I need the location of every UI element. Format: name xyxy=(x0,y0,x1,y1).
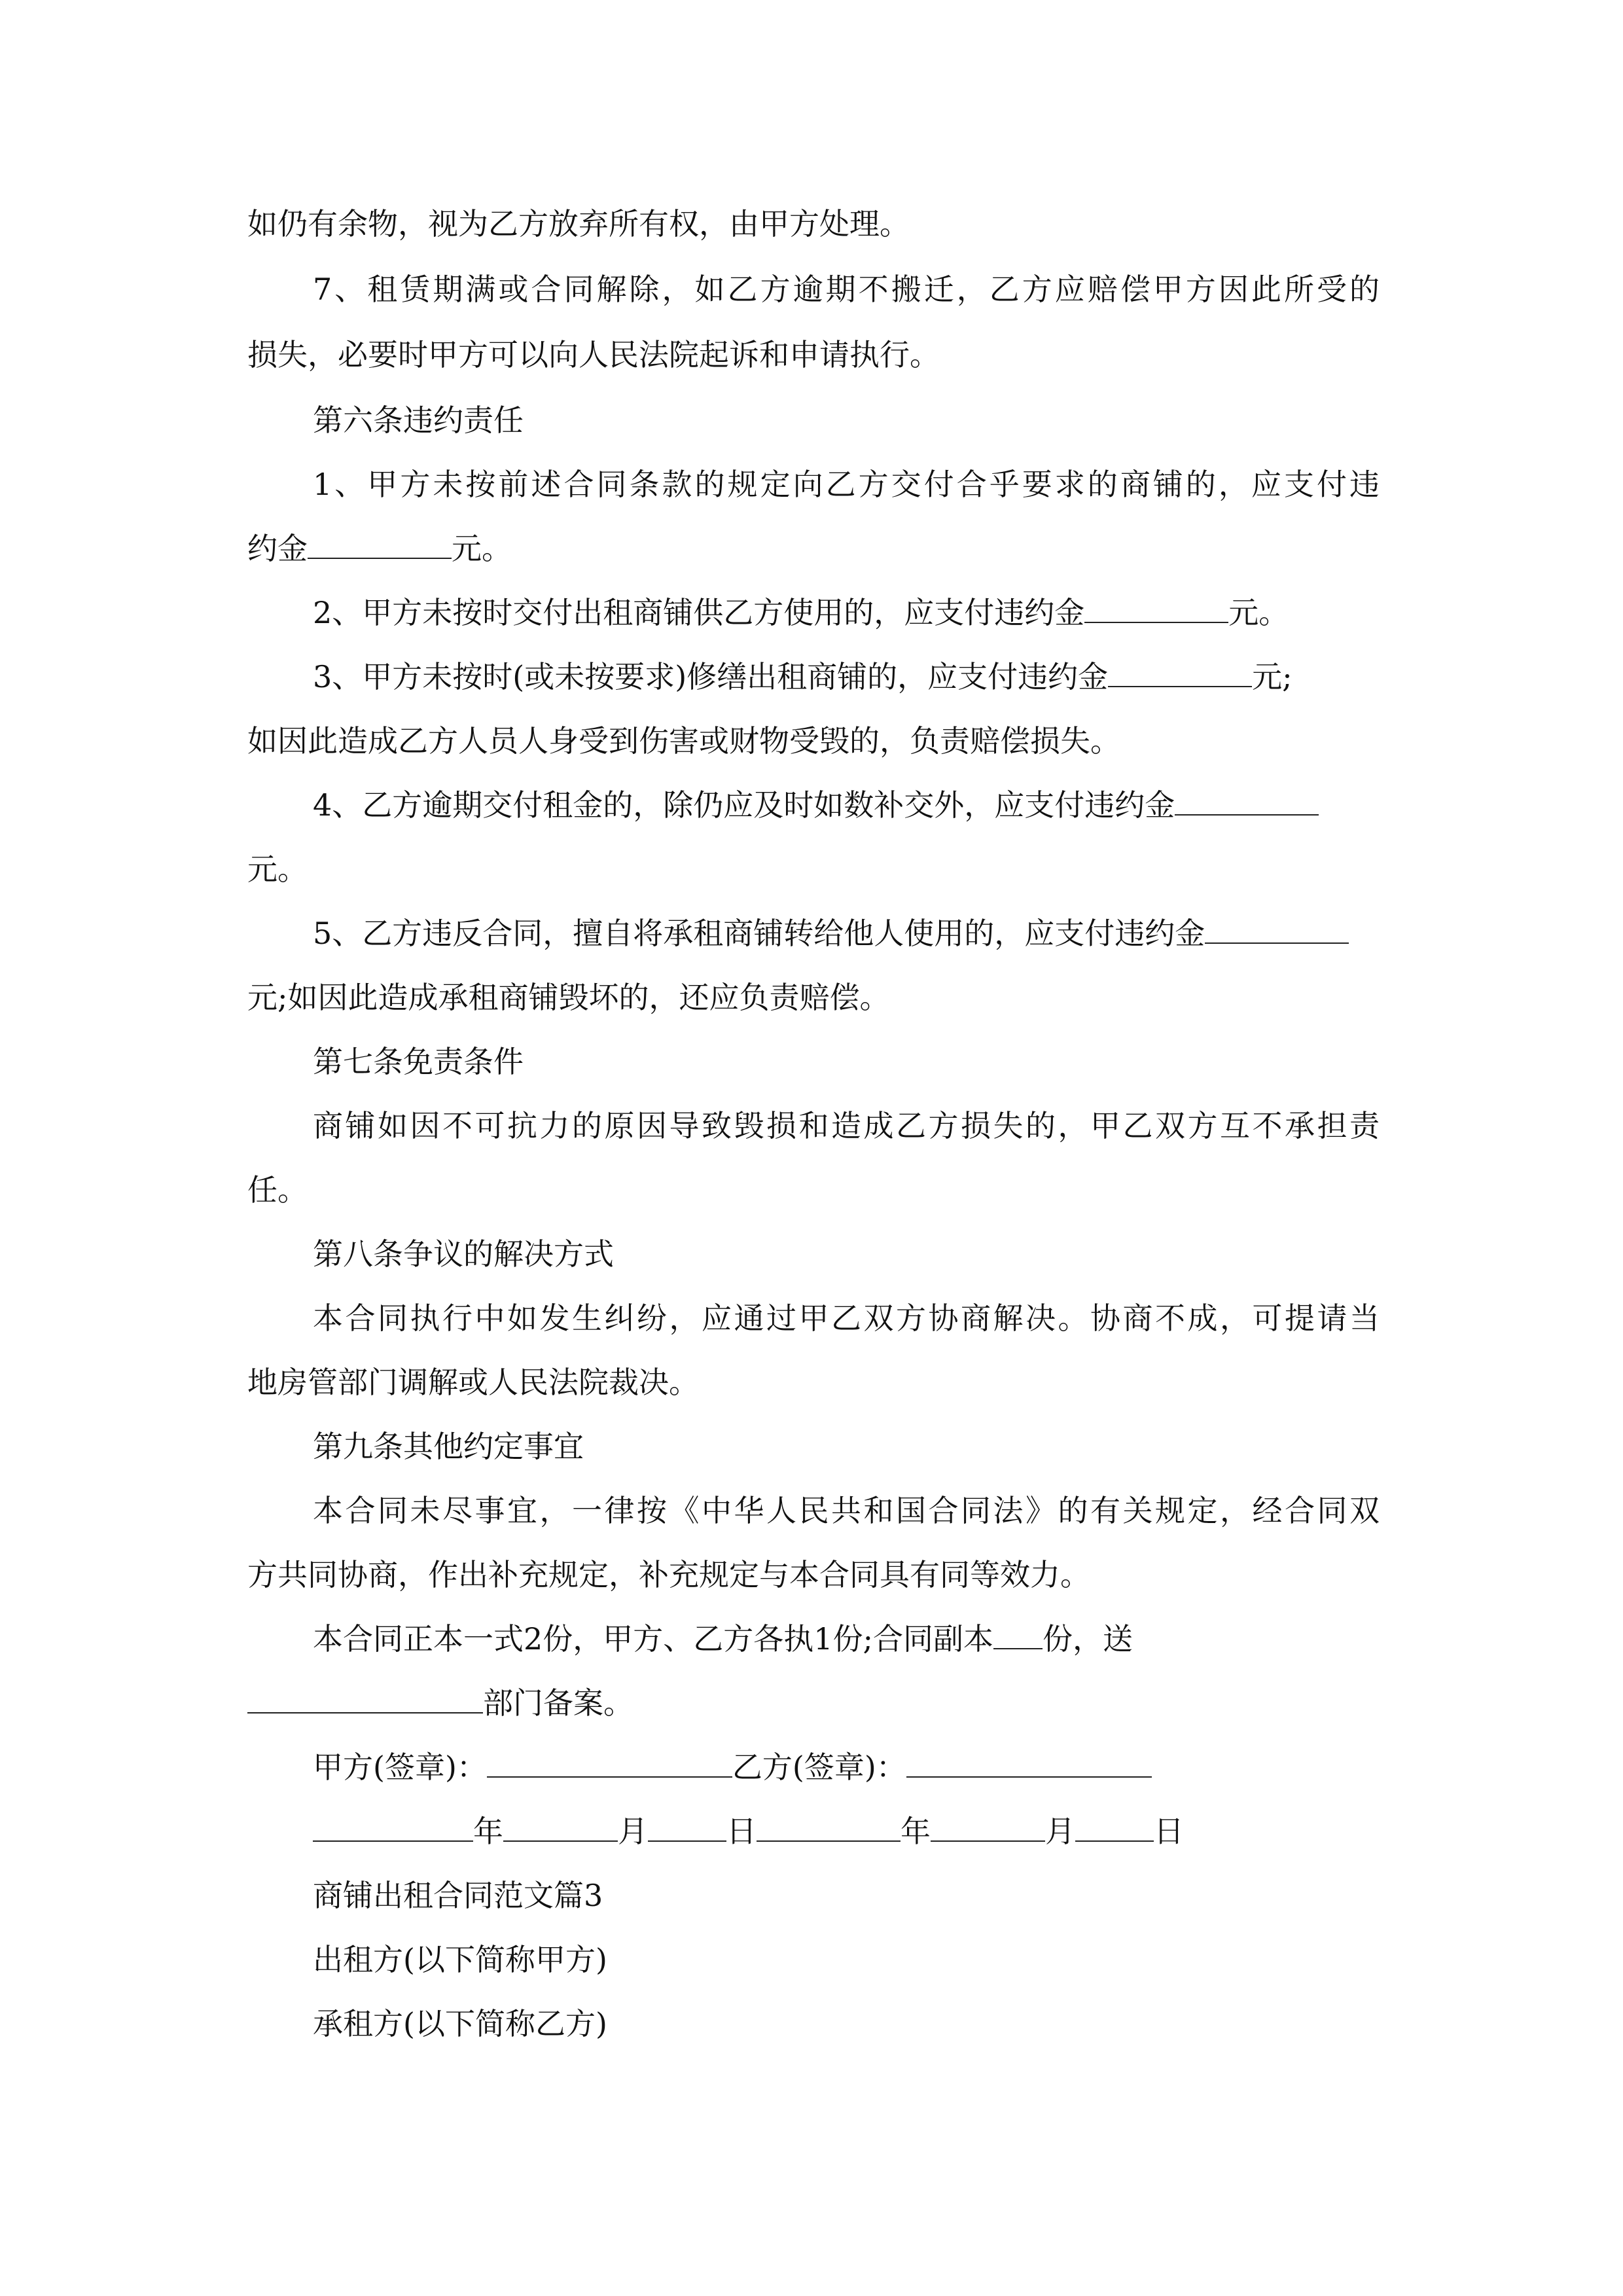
party-a-signature-field[interactable] xyxy=(487,1748,732,1778)
text: 元。 xyxy=(1228,595,1289,630)
year-field[interactable] xyxy=(757,1812,901,1842)
text-line xyxy=(247,848,1380,890)
text-line xyxy=(247,203,1380,245)
article-8-body xyxy=(313,1297,1380,1339)
day-field[interactable] xyxy=(648,1812,726,1842)
text: 部门备案。 xyxy=(483,1685,633,1721)
text: 2、甲方未按时交付出租商铺供乙方使用的，应支付违约金 xyxy=(313,595,1085,630)
month-field[interactable] xyxy=(931,1812,1045,1842)
text: 元。 xyxy=(247,852,308,887)
text-line xyxy=(247,1554,1380,1596)
text: 地房管部门调解或人民法院裁决。 xyxy=(247,1365,699,1400)
clause-6-3 xyxy=(313,656,1380,698)
lessor-line xyxy=(313,1939,1380,1981)
party-b-signature-field[interactable] xyxy=(906,1748,1152,1778)
text: 年 xyxy=(473,1814,503,1849)
heading: 第六条违约责任 xyxy=(313,403,524,438)
text: 承租方(以下简称乙方) xyxy=(313,2006,607,2041)
article-8-heading xyxy=(313,1233,1380,1275)
text: 1、甲方未按前述合同条款的规定向乙方交付合乎要求的商铺的，应支付违 xyxy=(313,467,1380,502)
text: 元;如因此造成承租商铺毁坏的，还应负责赔偿。 xyxy=(247,980,890,1015)
text-line xyxy=(247,334,1380,376)
text: 5、乙方违反合同，擅自将承租商铺转给他人使用的，应支付违约金 xyxy=(313,916,1205,951)
text: 份，送 xyxy=(1043,1621,1133,1657)
text: 如仍有余物，视为乙方放弃所有权，由甲方处理。 xyxy=(247,206,910,242)
clause-6-1 xyxy=(313,463,1380,505)
text: 日 xyxy=(1154,1814,1184,1849)
clause-6-5 xyxy=(313,912,1380,954)
article-7-heading xyxy=(313,1041,1380,1083)
article-7-body xyxy=(313,1105,1380,1147)
text: 任。 xyxy=(247,1172,308,1208)
text: 如因此造成乙方人员人身受到伤害或财物受毁的，负责赔偿损失。 xyxy=(247,723,1120,759)
blank-field[interactable] xyxy=(1205,914,1349,944)
blank-field[interactable] xyxy=(1108,657,1252,687)
signature-row xyxy=(313,1746,1380,1788)
text: 约金 xyxy=(247,531,308,566)
text: 本合同正本一式2份，甲方、乙方各执1份;合同副本 xyxy=(313,1621,994,1657)
blank-field[interactable] xyxy=(308,529,452,559)
blank-field[interactable] xyxy=(1084,593,1228,623)
text: 月 xyxy=(618,1814,648,1849)
text: 商铺如因不可抗力的原因导致毁损和造成乙方损失的，甲乙双方互不承担责 xyxy=(313,1108,1380,1143)
text: 本合同执行中如发生纠纷，应通过甲乙双方协商解决。协商不成，可提请当 xyxy=(313,1300,1380,1336)
text: 方共同协商，作出补充规定，补充规定与本合同具有同等效力。 xyxy=(247,1557,1090,1592)
heading: 第九条其他约定事宜 xyxy=(313,1429,584,1464)
text: 损失，必要时甲方可以向人民法院起诉和申请执行。 xyxy=(247,337,940,372)
party-b-signature-label: 乙方(签章)： xyxy=(732,1749,906,1785)
month-field[interactable] xyxy=(503,1812,618,1842)
text-line xyxy=(247,1682,1380,1724)
date-row xyxy=(313,1810,1380,1852)
section-title xyxy=(313,1874,1380,1916)
blank-field[interactable] xyxy=(247,1683,483,1713)
text: 7、租赁期满或合同解除，如乙方逾期不搬迁，乙方应赔偿甲方因此所受的 xyxy=(313,272,1380,307)
text: 元。 xyxy=(452,531,512,566)
day-field[interactable] xyxy=(1075,1812,1154,1842)
lessee-line xyxy=(313,2003,1380,2045)
heading: 商铺出租合同范文篇3 xyxy=(313,1878,603,1913)
clause-6-4 xyxy=(313,784,1380,826)
text: 出租方(以下简称甲方) xyxy=(313,1942,607,1977)
text: 元; xyxy=(1252,659,1293,694)
clause-6-2 xyxy=(313,592,1380,634)
party-a-signature-label: 甲方(签章)： xyxy=(313,1749,487,1785)
heading: 第七条免责条件 xyxy=(313,1044,524,1079)
text-line xyxy=(247,1169,1380,1211)
blank-field[interactable] xyxy=(993,1619,1043,1649)
article-9-body xyxy=(313,1490,1380,1532)
year-field[interactable] xyxy=(313,1812,473,1842)
heading: 第八条争议的解决方式 xyxy=(313,1236,614,1272)
text-line xyxy=(247,1361,1380,1403)
text: 3、甲方未按时(或未按要求)修缮出租商铺的，应支付违约金 xyxy=(313,659,1109,694)
text-line xyxy=(247,720,1380,762)
text: 年 xyxy=(901,1814,931,1849)
text-line xyxy=(247,528,1380,569)
article-6-heading xyxy=(313,399,1380,441)
text: 本合同未尽事宜，一律按《中华人民共和国合同法》的有关规定，经合同双 xyxy=(313,1493,1380,1528)
blank-field[interactable] xyxy=(1175,785,1319,816)
text-line xyxy=(247,977,1380,1018)
article-9-heading xyxy=(313,1426,1380,1467)
text: 日 xyxy=(726,1814,757,1849)
clause-5-7 xyxy=(313,268,1380,310)
text: 月 xyxy=(1045,1814,1075,1849)
text: 4、乙方逾期交付租金的，除仍应及时如数补交外，应支付违约金 xyxy=(313,787,1175,823)
copies-clause xyxy=(313,1618,1380,1660)
